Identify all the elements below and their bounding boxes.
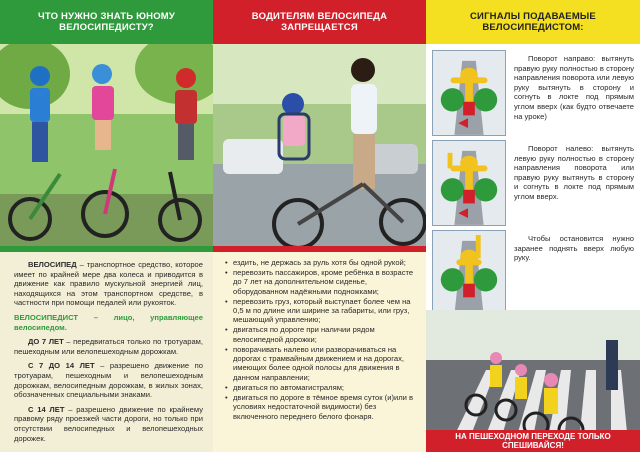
column-signals — [426, 0, 640, 452]
age-rule-7-14 — [14, 361, 203, 399]
list-item: • перевозить груз, который выступает более чем на 0,5 м по длине или ширине за габариты, или груз, мешающий управлению; — [225, 297, 418, 325]
cyclist-definition: ВЕЛОСИПЕДИСТ – лицо, управляющее велосипедом. — [14, 312, 203, 332]
prohibitions-panel — [213, 252, 426, 452]
definitions-panel — [0, 252, 213, 452]
photo-woman-bicycle — [213, 44, 426, 246]
turn-right-description — [514, 54, 634, 121]
column-prohibitions — [213, 0, 426, 452]
turn-right-signal-icon — [432, 50, 506, 136]
list-item: • перевозить пассажиров, кроме ребёнка в возрасте до 7 лет на дополнительном сиденье, оборудованном надёжными подножками; — [225, 268, 418, 296]
bicycle-definition — [14, 260, 203, 308]
list-item: • двигаться по автомагистралям; — [225, 383, 418, 392]
header-prohibitions: ВОДИТЕЛЯМ ВЕЛОСИПЕДА ЗАПРЕЩАЕТСЯ — [213, 0, 426, 44]
header-signals: СИГНАЛЫ ПОДАВАЕМЫЕ ВЕЛОСИПЕДИСТОМ: — [426, 0, 640, 44]
age-7-14-term: С 7 ДО 14 ЛЕТ — [28, 361, 95, 371]
turn-left-signal-icon-graphic — [433, 141, 505, 225]
column-young-cyclist — [0, 0, 213, 452]
stop-signal-icon — [432, 230, 506, 316]
age-under-7-text: – передвигаться только по тротуарам, пешеходным или велопешеходным дорожкам. — [14, 337, 203, 356]
list-item: • поворачивать налево или разворачиваться на дорогах с трамвайным движением и на дорогах, имеющих более одной полосы для движения в данном направлении; — [225, 345, 418, 383]
signal-turn-left — [432, 140, 636, 230]
prohibitions-list — [225, 258, 418, 421]
turn-left-text: Поворот налево: вытянуть левую руку полностью в сторону направления поворота или правую руку вытянуть в сторону и согнуть в локте под прямым углом вверх. — [514, 144, 634, 201]
age-7-14-text: – разрешено движение по тротуарам, пешеходным и велопешеходным дорожкам, велосипедным дорожкам, в жилых зонах, обозначенных специальными знаками. — [14, 361, 203, 400]
signals-panel — [426, 44, 640, 452]
bicycle-definition-text: – транспортное средство, которое имеет по крайней мере два колеса и приводится в движение как правило мускульной энергией лиц, находящихся на этом транспортном средстве, в частности при помощи педалей или рукояток. — [14, 260, 203, 308]
turn-left-description — [514, 144, 634, 202]
age-rule-14-plus — [14, 405, 203, 443]
children-bicycles-illustration — [0, 44, 213, 246]
turn-right-text: Поворот направо: вытянуть правую руку полностью в сторону направления поворота или левую руку вытянуть в сторону и согнуть в локте под прямым углом вверх (как будто отвечаете на уроке) — [514, 54, 634, 121]
age-14-text: – разрешено движение по крайнему правому ряду проезжей части дороги, но только при отсутствии велосипедных и велопешеходных дорожек. — [14, 404, 203, 443]
list-item: • двигаться по дороге в тёмное время суток (и)или в условиях недостаточной видимости) без включенного переднего белого фонаря. — [225, 393, 418, 421]
list-item: • ездить, не держась за руль хотя бы одной рукой; — [225, 258, 418, 267]
age-14-term: С 14 ЛЕТ — [28, 404, 65, 414]
photo-children-bicycles — [0, 44, 213, 246]
age-under-7-term: ДО 7 ЛЕТ — [28, 337, 64, 347]
woman-bicycle-illustration — [213, 44, 426, 246]
crosswalk-warning-banner: НА ПЕШЕХОДНОМ ПЕРЕХОДЕ ТОЛЬКО СПЕШИВАЙСЯ! — [426, 430, 640, 452]
signal-stop — [432, 230, 636, 320]
header-young-cyclist: ЧТО НУЖНО ЗНАТЬ ЮНОМУ ВЕЛОСИПЕДИСТУ? — [0, 0, 213, 44]
stop-text: Чтобы остановится нужно заранее поднять вверх любую руку. — [514, 234, 634, 263]
stop-description — [514, 234, 634, 263]
stop-signal-icon-graphic — [433, 231, 505, 315]
age-rule-under-7 — [14, 337, 203, 356]
bicycle-term: ВЕЛОСИПЕД — [28, 260, 77, 269]
signal-turn-right — [432, 50, 636, 140]
turn-left-signal-icon — [432, 140, 506, 226]
list-item: • двигаться по дороге при наличии рядом велосипедной дорожки; — [225, 325, 418, 344]
turn-right-signal-icon-graphic — [433, 51, 505, 135]
